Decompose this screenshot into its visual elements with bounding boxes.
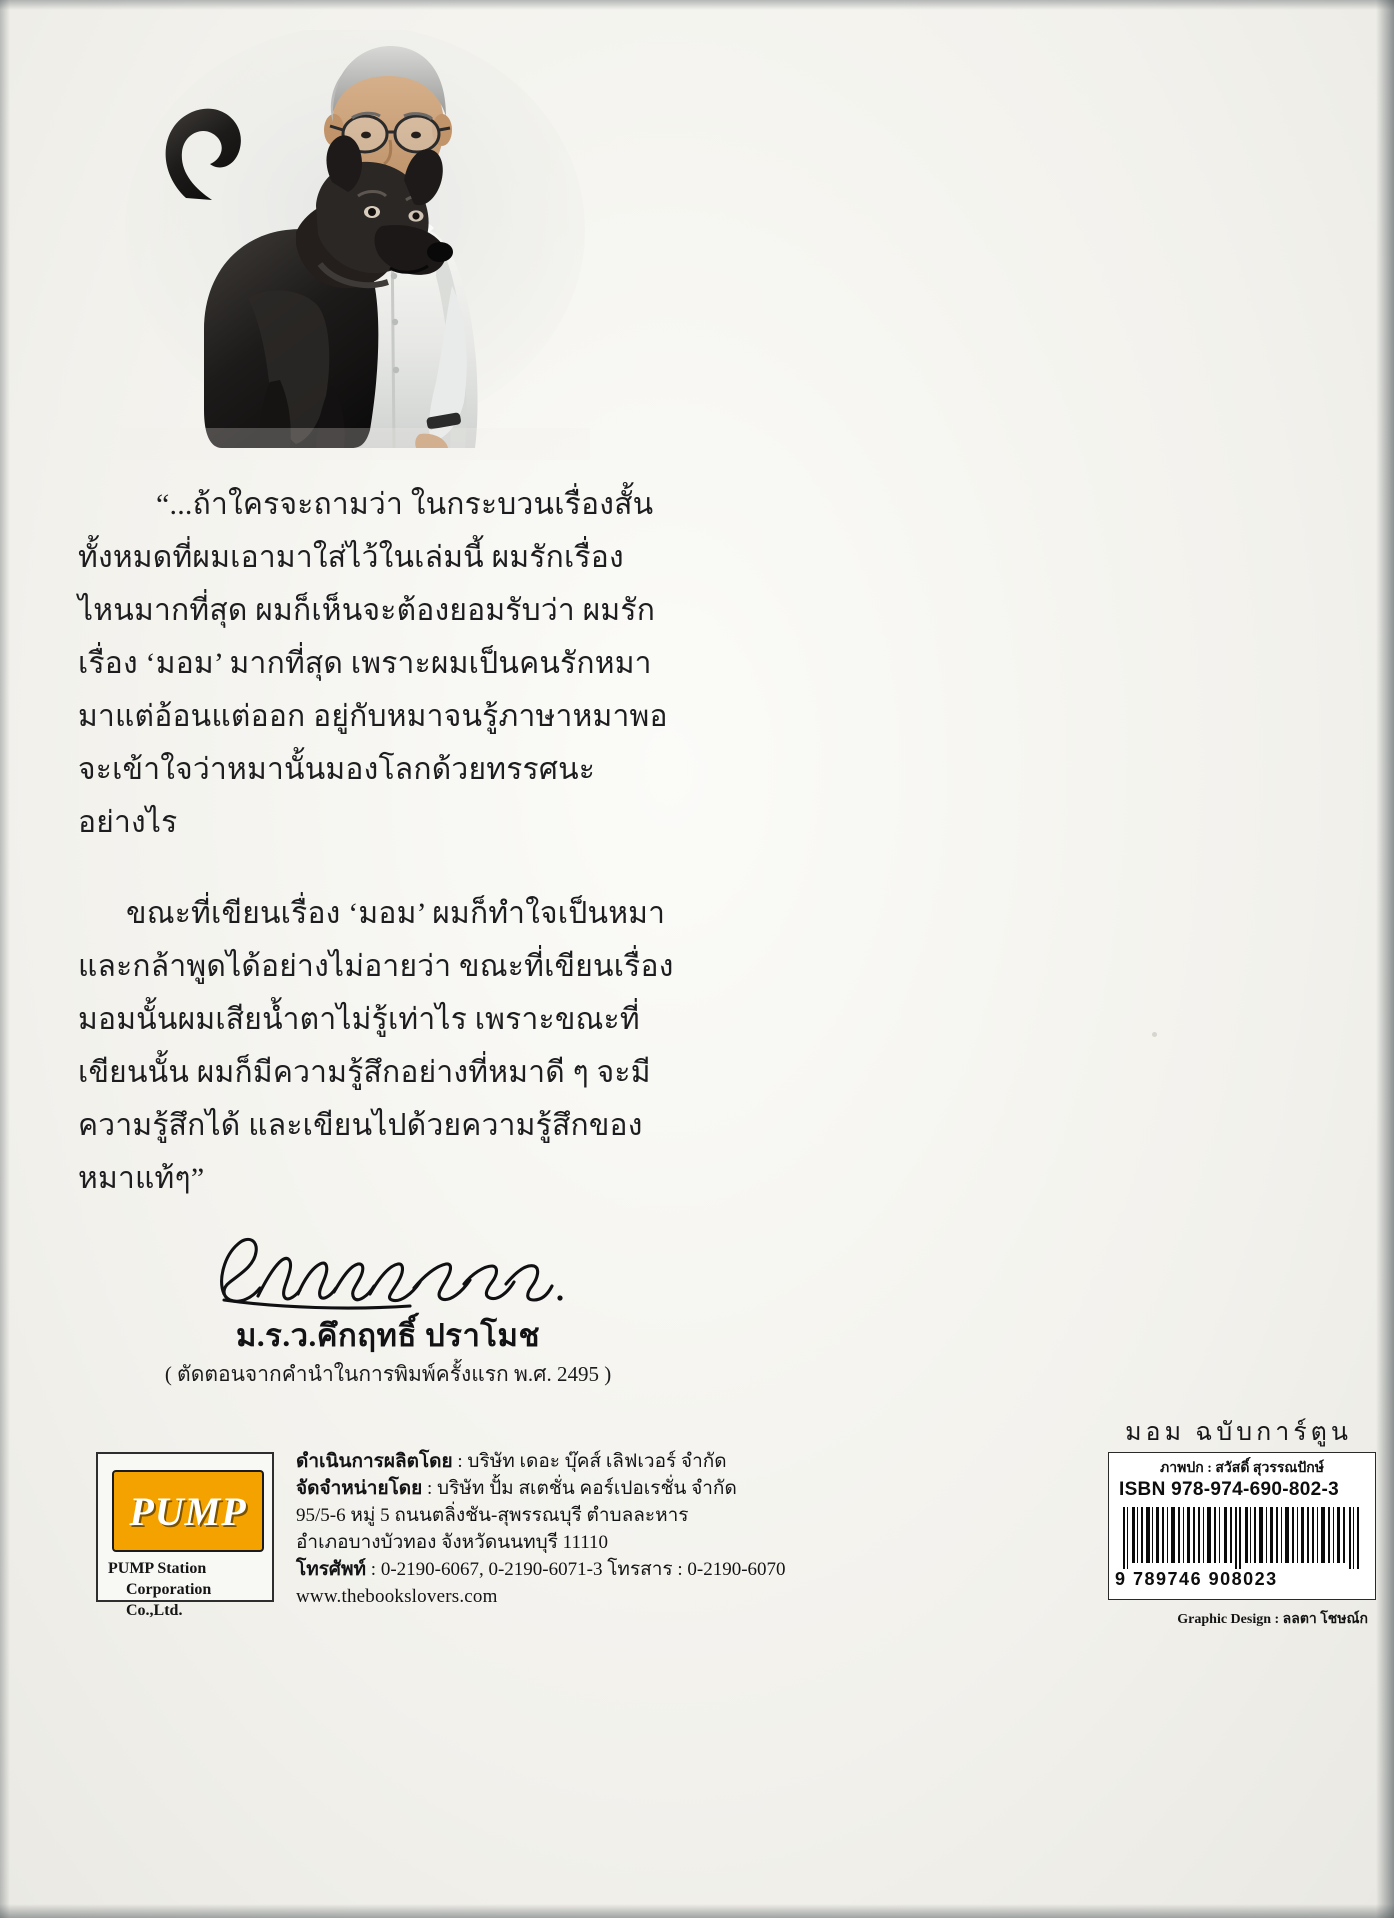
publisher-line bbox=[296, 1529, 906, 1556]
author-with-dog-photograph bbox=[120, 30, 590, 460]
publisher-line-value: : บริษัท เดอะ บุ๊คส์ เลิฟเวอร์ จำกัด bbox=[452, 1451, 727, 1472]
quote-paragraph-2: ขณะที่เขียนเรื่อง ‘มอม’ ผมก็ทำใจเป็นหมาและกล้าพูดได้อย่างไม่อายว่า ขณะที่เขียนเรื่องมอมนั้นผมเสียน้ำตาไม่รู้เท่าไร เพราะขณะที่เขียนนั้น ผมก็มีความรู้สึกอย่างที่หมาดี ๆ จะมีความรู้สึกได้ และเขียนไปด้วยความรู้สึกของหมาแท้ๆ” bbox=[78, 897, 674, 1195]
publisher-line-value: : บริษัท ปั้ม สเตชั่น คอร์เปอเรชั่น จำกัด bbox=[422, 1478, 737, 1499]
isbn-number: ISBN 978-974-690-802-3 bbox=[1119, 1479, 1339, 1500]
graphic-design-credit: Graphic Design : ลลตา โชษณ์ก bbox=[1177, 1612, 1368, 1627]
publisher-line bbox=[296, 1448, 906, 1475]
barcode-ean13 bbox=[1119, 1505, 1365, 1571]
publisher-line bbox=[296, 1556, 906, 1583]
publisher-company-name bbox=[108, 1558, 266, 1621]
cover-art-credit: ภาพปก : สวัสดิ์ สุวรรณปักษ์ bbox=[1160, 1461, 1324, 1476]
isbn-barcode-box bbox=[1108, 1452, 1376, 1600]
paper-speck bbox=[1152, 1032, 1157, 1037]
publisher-line-label: โทรศัพท์ bbox=[296, 1559, 367, 1580]
publisher-line-label: จัดจำหน่ายโดย bbox=[296, 1478, 423, 1499]
author-signature bbox=[200, 1222, 620, 1318]
barcode-digits: 9 789746 908023 bbox=[1115, 1569, 1278, 1589]
pump-logo bbox=[112, 1470, 264, 1552]
spine-title: มอม ฉบับการ์ตูน bbox=[1125, 1419, 1352, 1446]
publisher-line bbox=[296, 1502, 906, 1529]
publisher-line bbox=[296, 1475, 906, 1502]
pump-logo-text: PUMP bbox=[129, 1488, 247, 1534]
publisher-logo-box bbox=[96, 1452, 274, 1619]
quote-paragraph-1: “...ถ้าใครจะถามว่า ในกระบวนเรื่องสั้นทั้งหมดที่ผมเอามาใส่ไว้ในเล่มนี้ ผมรักเรื่องไหนมากที่สุด ผมก็เห็นจะต้องยอมรับว่า ผมรักเรื่อง ‘มอม’ มากที่สุด เพราะผมเป็นคนรักหมามาแต่อ้อนแต่ออก อยู่กับหมาจนรู้ภาษาหมาพอจะเข้าใจว่าหมานั้นมองโลกด้วยทรรศนะอย่างไร bbox=[78, 488, 668, 839]
publisher-company-line-2: Corporation Co.,Ltd. bbox=[126, 1581, 212, 1619]
publisher-line-value: : 0-2190-6067, 0-2190-6071-3 โทรสาร : 0-2190-6070 bbox=[366, 1559, 786, 1580]
quote-block bbox=[78, 478, 678, 1243]
author-name: ม.ร.ว.คึกฤทธิ์ ปราโมช bbox=[236, 1318, 540, 1353]
publisher-line-label: ดำเนินการผลิตโดย bbox=[296, 1451, 453, 1472]
publisher-line-value: 95/5-6 หมู่ 5 ถนนตลิ่งชัน-สุพรรณบุรี ตำบลละหาร bbox=[296, 1505, 689, 1526]
publisher-website[interactable] bbox=[296, 1583, 906, 1610]
page-edge-right bbox=[1376, 0, 1394, 1918]
author-source-note: ( ตัดตอนจากคำนำในการพิมพ์ครั้งแรก พ.ศ. 2495 ) bbox=[164, 1362, 612, 1386]
publisher-details bbox=[296, 1448, 906, 1610]
page-edge-left bbox=[0, 0, 10, 1918]
page-edge-top bbox=[0, 0, 1394, 10]
page-edge-bottom bbox=[0, 1904, 1394, 1918]
publisher-website-url[interactable]: www.thebookslovers.com bbox=[296, 1586, 498, 1607]
publisher-line-value: อำเภอบางบัวทอง จังหวัดนนทบุรี 11110 bbox=[296, 1532, 609, 1553]
publisher-company-line-1: PUMP Station bbox=[108, 1560, 207, 1577]
